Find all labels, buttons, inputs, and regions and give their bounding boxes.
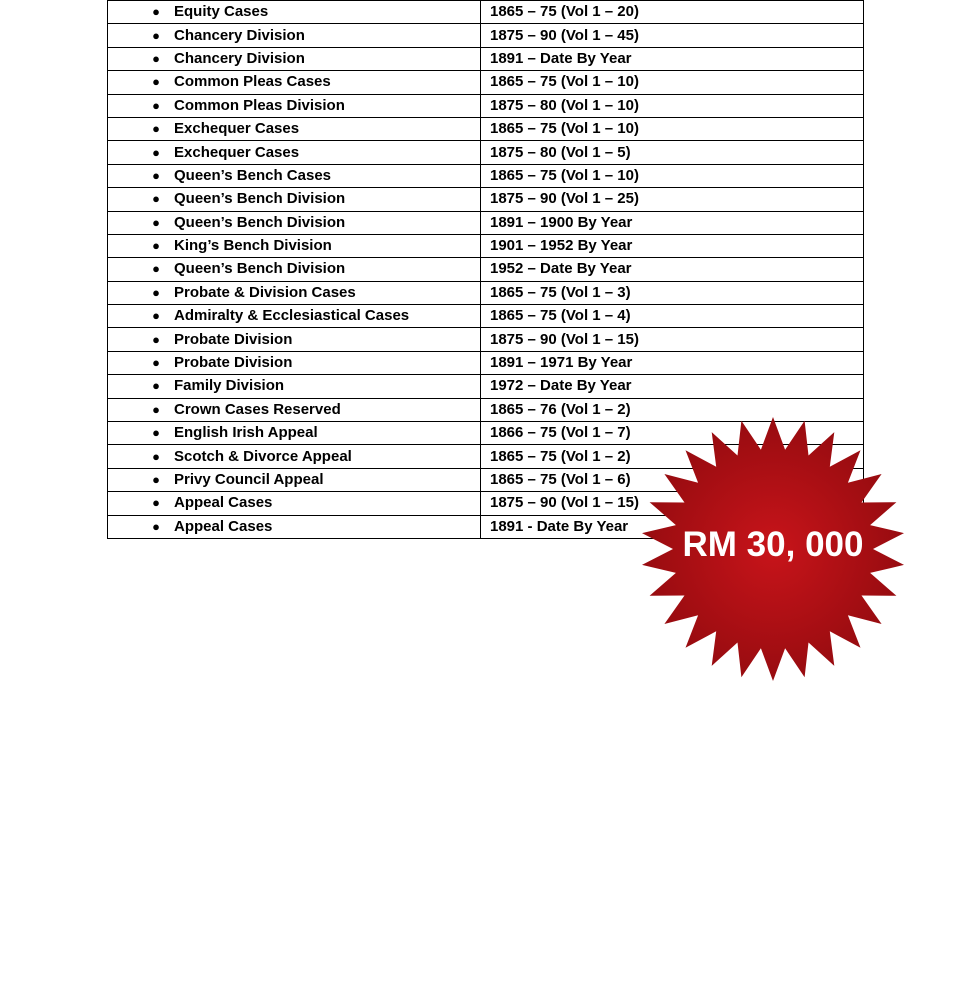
report-name: Appeal Cases [174,517,273,535]
report-period-cell: 1865 – 75 (Vol 1 – 10) [481,117,864,140]
bullet-icon: ● [152,167,160,183]
table-row [108,351,864,374]
table-row [108,211,864,234]
table-row [108,141,864,164]
report-period-cell: 1865 – 75 (Vol 1 – 4) [481,305,864,328]
bullet-icon: ● [152,518,160,534]
table-row [108,47,864,70]
report-name: Exchequer Cases [174,143,300,161]
bullet-icon: ● [152,401,160,417]
table-row [108,117,864,140]
report-name: Family Division [174,377,285,395]
report-period-cell: 1875 – 90 (Vol 1 – 15) [481,492,864,515]
report-name-cell [108,47,481,70]
report-name: Equity Cases [174,3,269,21]
report-name: Common Pleas Cases [174,73,331,91]
table-row [108,94,864,117]
report-period-cell: 1865 – 75 (Vol 1 – 20) [481,1,864,24]
bullet-icon: ● [152,4,160,20]
report-period-cell: 1952 – Date By Year [481,258,864,281]
bullet-icon: ● [152,331,160,347]
bullet-icon: ● [152,27,160,43]
bullet-icon: ● [152,214,160,230]
report-name-cell [108,468,481,491]
report-period-cell: 1865 – 75 (Vol 1 – 6) [481,468,864,491]
report-period-cell: 1891 – Date By Year [481,47,864,70]
bullet-icon: ● [152,74,160,90]
report-period-cell: 1866 – 75 (Vol 1 – 7) [481,422,864,445]
report-name: Queen’s Bench Division [174,260,346,278]
report-name: Scotch & Divorce Appeal [174,447,352,465]
report-name-cell [108,71,481,94]
report-name-cell [108,234,481,257]
price-label: RM 30, 000 [682,525,864,564]
report-name-cell [108,305,481,328]
table-row [108,1,864,24]
bullet-icon: ● [152,144,160,160]
bullet-icon: ● [152,308,160,324]
report-name: Chancery Division [174,49,305,67]
report-period-cell: 1891 – 1971 By Year [481,351,864,374]
report-name: Privy Council Appeal [174,471,324,488]
report-period-cell: 1891 – 1900 By Year [481,211,864,234]
report-period-cell: 1875 – 90 (Vol 1 – 15) [481,328,864,351]
report-name-cell [108,515,481,538]
report-name: Exchequer Cases [174,120,300,138]
table-row [108,328,864,351]
report-name-cell [108,188,481,211]
report-name-cell [108,141,481,164]
report-name-cell [108,164,481,187]
table-row [108,281,864,304]
bullet-icon: ● [152,50,160,66]
bullet-icon: ● [152,121,160,137]
report-name-cell [108,258,481,281]
report-name: Common Pleas Division [174,96,345,114]
report-name: Probate & Division Cases [174,283,356,301]
report-period-cell: 1875 – 90 (Vol 1 – 45) [481,24,864,47]
report-name: Probate Division [174,354,293,372]
report-name-cell [108,422,481,445]
report-period-cell: 1865 – 75 (Vol 1 – 3) [481,281,864,304]
report-period-cell: 1865 – 75 (Vol 1 – 10) [481,164,864,187]
bullet-icon: ● [152,425,160,441]
bullet-icon: ● [152,261,160,277]
bullet-icon: ● [152,238,160,254]
report-period-cell: 1865 – 76 (Vol 1 – 2) [481,398,864,421]
table-row [108,188,864,211]
report-name-cell [108,328,481,351]
report-name-cell [108,351,481,374]
bullet-icon: ● [152,472,160,487]
report-name: Queen’s Bench Division [174,190,346,208]
report-name-cell [108,117,481,140]
report-name-cell [108,211,481,234]
bullet-icon: ● [152,97,160,113]
report-name-cell [108,375,481,398]
report-name: Probate Division [174,330,293,348]
bullet-icon: ● [152,448,160,464]
report-name-cell [108,24,481,47]
table-row [108,24,864,47]
bullet-icon: ● [152,191,160,207]
bullet-icon: ● [152,284,160,300]
report-name: Admiralty & Ecclesiastical Cases [174,307,410,325]
report-name-cell [108,492,481,515]
table-row [108,305,864,328]
table-row [108,164,864,187]
report-name: Queen’s Bench Division [174,213,346,231]
report-name: Appeal Cases [174,494,273,512]
report-name: English Irish Appeal [174,424,318,442]
report-name: King’s Bench Division [174,237,332,255]
table-row [108,258,864,281]
table-row [108,234,864,257]
report-name-cell [108,445,481,468]
report-period-cell: 1972 – Date By Year [481,375,864,398]
report-name: Queen’s Bench Cases [174,166,332,184]
table-row [108,375,864,398]
report-period-cell: 1875 – 80 (Vol 1 – 5) [481,141,864,164]
bullet-icon: ● [152,378,160,394]
table-row [108,71,864,94]
report-name: Crown Cases Reserved [174,400,341,418]
report-name-cell [108,94,481,117]
report-name-cell [108,398,481,421]
report-period-cell: 1865 – 75 (Vol 1 – 2) [481,445,864,468]
report-period-cell: 1875 – 90 (Vol 1 – 25) [481,188,864,211]
bullet-icon: ● [152,495,160,511]
report-period-cell: 1901 – 1952 By Year [481,234,864,257]
price-starburst-badge [638,417,908,682]
report-name: Chancery Division [174,26,305,44]
report-period-cell: 1875 – 80 (Vol 1 – 10) [481,94,864,117]
report-period-cell: 1891 - Date By Year [481,515,864,538]
report-period-cell: 1865 – 75 (Vol 1 – 10) [481,71,864,94]
report-name-cell [108,281,481,304]
report-name-cell [108,1,481,24]
bullet-icon: ● [152,355,160,371]
